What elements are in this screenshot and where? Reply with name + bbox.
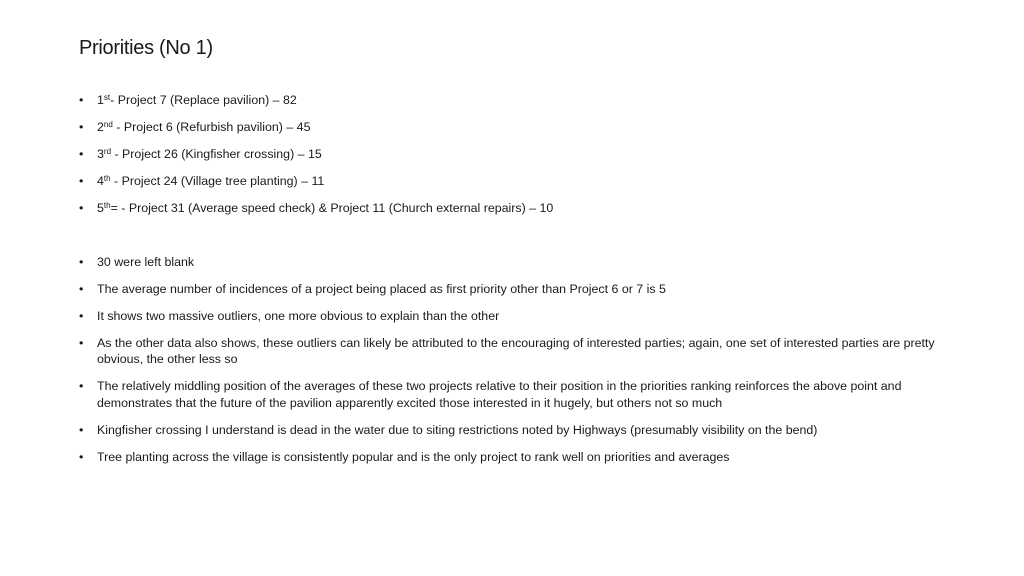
rank-ordinal: rd	[103, 147, 112, 156]
bullet-list	[79, 92, 959, 465]
note-item: • Tree planting across the village is consistently popular and is the only project to rank well on priorities and averages	[79, 449, 959, 466]
ranking-item-4	[79, 173, 959, 190]
note-item: • The average number of incidences of a project being placed as first priority other than Project 6 or 7 is 5	[79, 281, 959, 298]
rank-ordinal: th	[103, 174, 111, 183]
rank-text: - Project 6 (Refurbish pavilion) – 45	[112, 120, 311, 134]
note-item: • 30 were left blank	[79, 254, 959, 271]
ranking-item-2	[79, 119, 959, 136]
rank-number: 3	[97, 147, 104, 161]
rank-ordinal: nd	[103, 120, 113, 129]
rank-number: 5	[97, 201, 104, 215]
ranking-item-5	[79, 200, 959, 217]
note-item: • It shows two massive outliers, one more obvious to explain than the other	[79, 308, 959, 325]
note-item: • The relatively middling position of the averages of these two projects relative to their position in the priorities ranking reinforces the above point and demonstrates that the future of the pavilion apparently excited those interested in it hugely, but others not so much	[79, 378, 959, 411]
rank-text: - Project 24 (Village tree planting) – 11	[110, 174, 325, 188]
ranking-item-3	[79, 146, 959, 163]
rank-text: - Project 26 (Kingfisher crossing) – 15	[111, 147, 322, 161]
rank-number: 1	[97, 93, 104, 107]
rank-ordinal: st	[103, 93, 111, 102]
ranking-item-1	[79, 92, 959, 109]
note-item: • Kingfisher crossing I understand is dead in the water due to siting restrictions noted by Highways (presumably visibility on the bend)	[79, 422, 959, 439]
rank-text: - Project 7 (Replace pavilion) – 82	[110, 93, 297, 107]
note-item: • As the other data also shows, these outliers can likely be attributed to the encouraging of interested parties; again, one set of interested parties are pretty obvious, the other less so	[79, 335, 959, 368]
rank-ordinal: th	[103, 201, 111, 210]
slide-title: Priorities (No 1)	[79, 37, 213, 59]
rank-number: 2	[97, 120, 104, 134]
rank-number: 4	[97, 174, 104, 188]
rank-text: = - Project 31 (Average speed check) & Project 11 (Church external repairs) – 10	[110, 201, 554, 215]
